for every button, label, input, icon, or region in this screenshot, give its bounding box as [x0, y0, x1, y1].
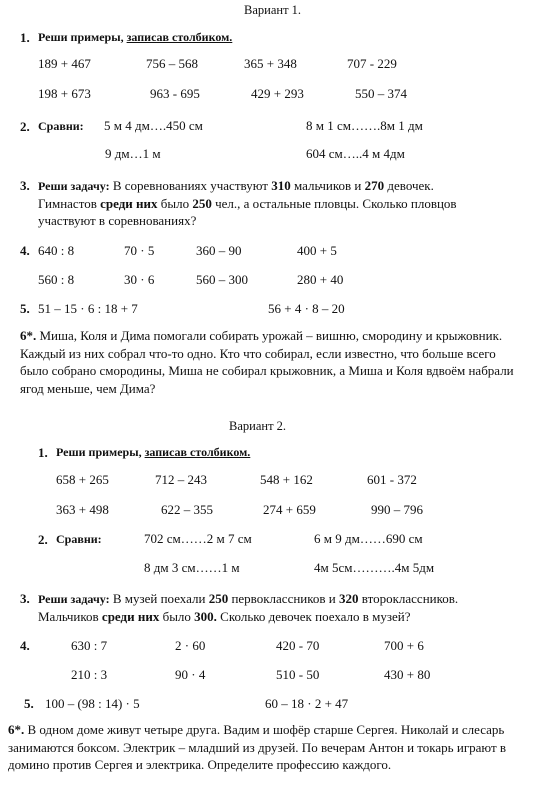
- v1-task-3-line-2: [38, 196, 457, 211]
- v2-task-3-line-2: [38, 609, 411, 624]
- v2-task-4-expr: 420 - 70: [276, 638, 320, 653]
- v2-task-3-text: Мальчиков: [38, 609, 99, 624]
- v1-task-3-value: 310: [271, 178, 291, 193]
- v2-task-6: [8, 721, 538, 774]
- v2-task-1-expr: 990 – 796: [371, 502, 423, 517]
- v2-task-3-text: второклассников.: [361, 591, 459, 606]
- v2-task-3-emphasis: среди них: [101, 609, 160, 624]
- v2-task-4-expr: 700 + 6: [384, 638, 424, 653]
- v2-task-5-expr: 60 – 18 · 2 + 47: [265, 696, 349, 711]
- v2-task-2-compare: 702 см……2 м 7 см: [144, 531, 252, 546]
- v1-task-3-line-3: участвуют в соревнованиях?: [38, 213, 197, 228]
- v1-task-4-expr: 70 · 5: [124, 243, 155, 258]
- v1-task-2-compare: 5 м 4 дм….450 см: [104, 118, 203, 133]
- v1-task-1-number: 1.: [20, 30, 30, 45]
- v1-task-6: [20, 327, 520, 397]
- v1-task-1-label: [38, 30, 232, 45]
- v1-task-6-number: 6*.: [20, 328, 37, 343]
- v1-task-3-emphasis: среди них: [100, 196, 158, 211]
- v2-task-6-text: В одном доме живут четыре друга. Вадим и шофёр старше Сергея. Николай и слесарь занимаются боксом. Электрик – младший из друзей. По вечерам Антон и токарь играют в домино против Сергея и электрика. Определите профессию каждого.: [8, 722, 507, 772]
- v2-task-3-line-1: [38, 591, 458, 607]
- v2-task-3-text: Сколько девочек поехало в музей?: [220, 609, 411, 624]
- v1-task-4-expr: 560 : 8: [38, 272, 75, 287]
- v1-task-3-value: 250: [192, 196, 212, 211]
- v1-task-1-expr: 963 - 695: [150, 86, 200, 101]
- v2-task-5-number: 5.: [24, 696, 34, 711]
- v1-task-2-number: 2.: [20, 119, 30, 134]
- v1-task-3-text: было: [160, 196, 190, 211]
- v2-task-3-value: 250: [208, 591, 229, 606]
- v1-task-4-expr: 360 – 90: [196, 243, 242, 258]
- v1-task-3-value: 270: [364, 178, 385, 193]
- v2-task-1-expr: 601 - 372: [367, 472, 417, 487]
- v2-task-3-label: Реши задачу:: [38, 592, 110, 606]
- v1-task-1-label-underlined: записав столбиком.: [126, 30, 233, 44]
- v1-task-3-text: Гимнастов: [38, 196, 97, 211]
- v2-task-2-number: 2.: [38, 532, 48, 547]
- v1-task-4-expr: 640 : 8: [38, 243, 75, 258]
- v2-task-4-expr: 2 · 60: [175, 638, 206, 653]
- v1-task-1-expr: 756 – 568: [146, 56, 198, 71]
- variant-1-title: Вариант 1.: [244, 3, 302, 17]
- v1-task-5-expr: 51 – 15 · 6 : 18 + 7: [38, 301, 138, 316]
- v2-task-6-number: 6*.: [8, 722, 25, 737]
- v2-task-1-number: 1.: [38, 445, 48, 460]
- v2-task-4-expr: 210 : 3: [71, 667, 108, 682]
- v2-task-3-number: 3.: [20, 591, 30, 606]
- v2-task-4-expr: 430 + 80: [384, 667, 431, 682]
- v2-task-1-expr: 274 + 659: [263, 502, 316, 517]
- v1-task-3-text: чел., а остальные пловцы. Сколько пловцов: [215, 196, 457, 211]
- v1-task-5-number: 5.: [20, 301, 30, 316]
- v1-task-2-compare: 8 м 1 см…….8м 1 дм: [306, 118, 423, 133]
- v1-task-1-expr: 189 + 467: [38, 56, 91, 71]
- v1-task-1-expr: 550 – 374: [355, 86, 407, 101]
- v2-task-1-label: [56, 445, 250, 460]
- v1-task-1-expr: 365 + 348: [244, 56, 297, 71]
- v1-task-3-text: девочек.: [387, 178, 434, 193]
- v2-task-1-expr: 548 + 162: [260, 472, 313, 487]
- v1-task-3-text: В соревнованиях участвуют: [112, 178, 268, 193]
- v1-task-3-number: 3.: [20, 178, 30, 193]
- v1-task-4-number: 4.: [20, 243, 30, 258]
- v1-task-3-label: Реши задачу:: [38, 179, 110, 193]
- v2-task-4-number: 4.: [20, 638, 30, 653]
- variant-2-title: Вариант 2.: [229, 419, 287, 433]
- v2-task-2-compare: 8 дм 3 см……1 м: [144, 560, 240, 575]
- v2-task-1-expr: 712 – 243: [155, 472, 207, 487]
- v1-task-1-expr: 707 - 229: [347, 56, 397, 71]
- v1-task-4-expr: 30 · 6: [124, 272, 155, 287]
- v1-task-1-expr: 198 + 673: [38, 86, 91, 101]
- v2-task-3-text: было: [162, 609, 191, 624]
- v2-task-2-label: Сравни:: [56, 532, 102, 546]
- v2-task-1-expr: 363 + 498: [56, 502, 109, 517]
- v2-task-3-value: 300.: [194, 609, 217, 624]
- v2-task-3-value: 320: [339, 591, 359, 606]
- v1-task-1-expr: 429 + 293: [251, 86, 304, 101]
- v1-task-2-compare: 604 см…..4 м 4дм: [306, 146, 405, 161]
- v2-task-4-expr: 90 · 4: [175, 667, 206, 682]
- v1-task-4-expr: 280 + 40: [297, 272, 344, 287]
- v1-task-3-text: мальчиков и: [293, 178, 362, 193]
- v1-task-6-text: Миша, Коля и Дима помогали собирать урожай – вишню, смородину и крыжовник. Каждый из них собрал что-то одно. Кто что собирал, если известно, что больше всего было собрано смородины, Миша не собирал крыжовник, а Миша и Коля вдвоём набрали ягод меньше, чем Дима?: [20, 328, 514, 396]
- v2-task-3-text: В музей поехали: [112, 591, 206, 606]
- v2-task-5-expr: 100 – (98 : 14) · 5: [45, 696, 140, 711]
- v1-task-4-expr: 560 – 300: [196, 272, 248, 287]
- v2-task-4-expr: 510 - 50: [276, 667, 320, 682]
- v2-task-4-expr: 630 : 7: [71, 638, 108, 653]
- v2-task-1-label-main: Реши примеры,: [56, 445, 142, 459]
- v1-task-1-label-main: Реши примеры,: [38, 30, 124, 44]
- v2-task-2-compare: 4м 5см……….4м 5дм: [314, 560, 435, 575]
- v1-task-3-line-1: [38, 178, 434, 194]
- v1-task-2-label: Сравни:: [38, 119, 84, 133]
- v2-task-2-compare: 6 м 9 дм……690 см: [314, 531, 423, 546]
- v1-task-2-compare: 9 дм…1 м: [105, 146, 161, 161]
- v2-task-3-text: первоклассников и: [231, 591, 336, 606]
- v2-task-1-expr: 658 + 265: [56, 472, 109, 487]
- v2-task-1-expr: 622 – 355: [161, 502, 213, 517]
- v1-task-5-expr: 56 + 4 · 8 – 20: [268, 301, 345, 316]
- v1-task-4-expr: 400 + 5: [297, 243, 337, 258]
- v2-task-1-label-underlined: записав столбиком.: [144, 445, 251, 459]
